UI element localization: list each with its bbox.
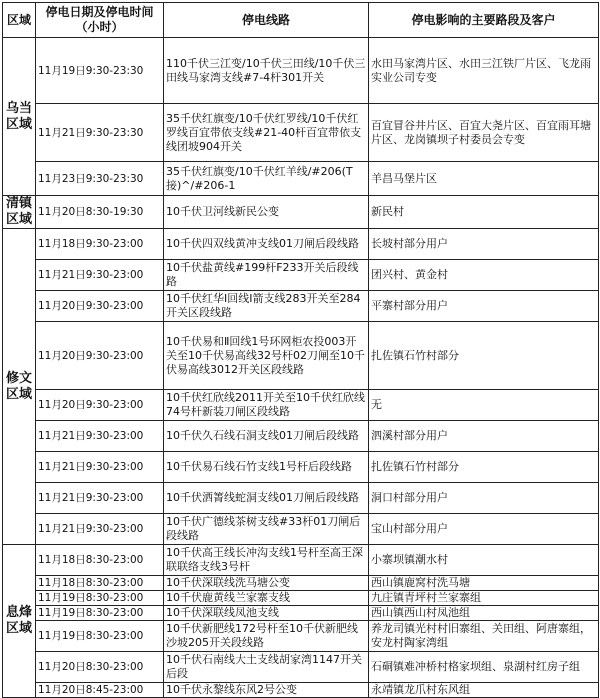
area-cell: 新民村 bbox=[369, 196, 599, 229]
time-cell: 11月19日8:30-23:00 bbox=[36, 591, 164, 606]
table-row bbox=[3, 38, 599, 104]
area-cell: 洞口村部分用户 bbox=[369, 483, 599, 514]
area-cell: 养龙司镇光村村旧寨组、关田组、阿唐寨组，安龙村陶家湾组 bbox=[369, 621, 599, 652]
time-cell: 11月18日8:30-23:00 bbox=[36, 576, 164, 591]
line-cell: 10千伏久石线石洞支线01刀闸后段线路 bbox=[164, 421, 369, 452]
table-row bbox=[3, 452, 599, 483]
line-cell: 10千伏易和Ⅱ回线1号环网柜农投003开关至10千伏易高线32号杆02刀闸至10千伏易高线3012开关区段线路 bbox=[164, 322, 369, 390]
line-cell: 10千伏深联线洗马塘公变 bbox=[164, 576, 369, 591]
time-cell: 11月18日9:30-23:00 bbox=[36, 229, 164, 260]
table-row bbox=[3, 483, 599, 514]
line-cell: 10千伏新肥线172号杆至10千伏新肥线沙坡205开关段线路 bbox=[164, 621, 369, 652]
area-cell: 长坡村部分用户 bbox=[369, 229, 599, 260]
line-cell: 10千伏广德线茶树支线#33杆01刀闸后段线路 bbox=[164, 514, 369, 545]
time-cell: 11月20日9:30-23:00 bbox=[36, 322, 164, 390]
line-cell: 10千伏洒箐线蛇洞支线01刀闸后段线路 bbox=[164, 483, 369, 514]
table-row bbox=[3, 260, 599, 291]
table-row bbox=[3, 322, 599, 390]
area-cell: 永靖镇龙爪村东风组 bbox=[369, 683, 599, 698]
header-area: 停电影响的主要路段及客户 bbox=[369, 3, 599, 38]
time-cell: 11月23日9:30-23:30 bbox=[36, 162, 164, 196]
outage-table bbox=[2, 2, 599, 698]
table-row bbox=[3, 162, 599, 196]
region-cell: 清镇区域 bbox=[3, 196, 36, 229]
time-cell: 11月21日9:30-23:00 bbox=[36, 514, 164, 545]
line-cell: 10千伏深联线凤池支线 bbox=[164, 606, 369, 621]
line-cell: 35千伏红旗变/10千伏红羊线/#206(T接)^/#206-1 bbox=[164, 162, 369, 196]
area-cell: 水田马家湾片区、水田三江铁厂片区、飞龙雨实业公司专变 bbox=[369, 38, 599, 104]
table-row bbox=[3, 229, 599, 260]
time-cell: 11月21日9:30-23:00 bbox=[36, 421, 164, 452]
line-cell: 10千伏鹿黄线兰家寨支线 bbox=[164, 591, 369, 606]
header-time: 停电日期及停电时间（小时） bbox=[36, 3, 164, 38]
line-cell: 10千伏四双线黄冲支线01刀闸后段线路 bbox=[164, 229, 369, 260]
area-cell: 团兴村、黄金村 bbox=[369, 260, 599, 291]
table-row bbox=[3, 291, 599, 322]
time-cell: 11月21日9:30-23:00 bbox=[36, 452, 164, 483]
table-row bbox=[3, 545, 599, 576]
time-cell: 11月20日8:45-23:00 bbox=[36, 683, 164, 698]
area-cell: 九庄镇青坪村兰家寨组 bbox=[369, 591, 599, 606]
area-cell: 宝山村部分用户 bbox=[369, 514, 599, 545]
table-row bbox=[3, 683, 599, 698]
header-row bbox=[3, 3, 599, 38]
line-cell: 10千伏石南线大土支线胡家湾1147开关后段 bbox=[164, 652, 369, 683]
table-row bbox=[3, 104, 599, 162]
table-row bbox=[3, 591, 599, 606]
header-region: 区域 bbox=[3, 3, 36, 38]
region-cell: 乌当区域 bbox=[3, 38, 36, 196]
table-row bbox=[3, 576, 599, 591]
table-row bbox=[3, 606, 599, 621]
area-cell: 无 bbox=[369, 390, 599, 421]
time-cell: 11月19日8:30-23:00 bbox=[36, 606, 164, 621]
line-cell: 10千伏高王线长冲沟支线1号杆至高王深联联络支线3号杆 bbox=[164, 545, 369, 576]
area-cell: 扎佐镇石竹村部分 bbox=[369, 322, 599, 390]
area-cell: 石硐镇难冲桥村格家坝组、泉湖村红房子组 bbox=[369, 652, 599, 683]
area-cell: 百宜冒谷井片区、百宜大尧片区、百宜雨耳塘片区、龙岗镇坝子村委员会专变 bbox=[369, 104, 599, 162]
line-cell: 10千伏红华Ⅰ回线Ⅰ箭支线283开关至284开关区段线路 bbox=[164, 291, 369, 322]
time-cell: 11月21日9:30-23:30 bbox=[36, 104, 164, 162]
time-cell: 11月21日9:30-23:00 bbox=[36, 483, 164, 514]
area-cell: 西山镇鹿窝村洗马塘 bbox=[369, 576, 599, 591]
area-cell: 小寨坝镇潮水村 bbox=[369, 545, 599, 576]
table-row bbox=[3, 514, 599, 545]
time-cell: 11月19日8:30-23:00 bbox=[36, 621, 164, 652]
time-cell: 11月18日8:30-23:00 bbox=[36, 545, 164, 576]
region-cell: 息烽区域 bbox=[3, 545, 36, 698]
table-row bbox=[3, 196, 599, 229]
line-cell: 10千伏永黎线东风2号公变 bbox=[164, 683, 369, 698]
line-cell: 110千伏三江变/10千伏三田线/10千伏三田线马家湾支线#7-4杆301开关 bbox=[164, 38, 369, 104]
table-row bbox=[3, 390, 599, 421]
area-cell: 平寨村部分用户 bbox=[369, 291, 599, 322]
area-cell: 羊昌马堡片区 bbox=[369, 162, 599, 196]
time-cell: 11月20日8:30-23:00 bbox=[36, 652, 164, 683]
line-cell: 35千伏红旗变/10千伏红罗线/10千伏红罗线百宜带依支线#21-40杆百宜带依支线团坡904开关 bbox=[164, 104, 369, 162]
line-cell: 10千伏易石线石竹支线1号杆后段线路 bbox=[164, 452, 369, 483]
time-cell: 11月19日9:30-23:30 bbox=[36, 38, 164, 104]
time-cell: 11月21日9:30-23:00 bbox=[36, 260, 164, 291]
area-cell: 泗溪村部分用户 bbox=[369, 421, 599, 452]
time-cell: 11月20日9:30-23:00 bbox=[36, 291, 164, 322]
table-body bbox=[3, 38, 599, 698]
area-cell: 西山镇西山村凤池组 bbox=[369, 606, 599, 621]
header-line: 停电线路 bbox=[164, 3, 369, 38]
line-cell: 10千伏卫河线新民公变 bbox=[164, 196, 369, 229]
table-row bbox=[3, 621, 599, 652]
time-cell: 11月20日8:30-19:30 bbox=[36, 196, 164, 229]
line-cell: 10千伏红欣线2011开关至10千伏红欣线74号杆新装刀闸区段线路 bbox=[164, 390, 369, 421]
table-row bbox=[3, 652, 599, 683]
table-row bbox=[3, 421, 599, 452]
region-cell: 修文区域 bbox=[3, 229, 36, 545]
area-cell: 扎佐镇石竹村部分 bbox=[369, 452, 599, 483]
time-cell: 11月20日9:30-23:00 bbox=[36, 390, 164, 421]
line-cell: 10千伏盐黄线#199杆F233开关后段线路 bbox=[164, 260, 369, 291]
